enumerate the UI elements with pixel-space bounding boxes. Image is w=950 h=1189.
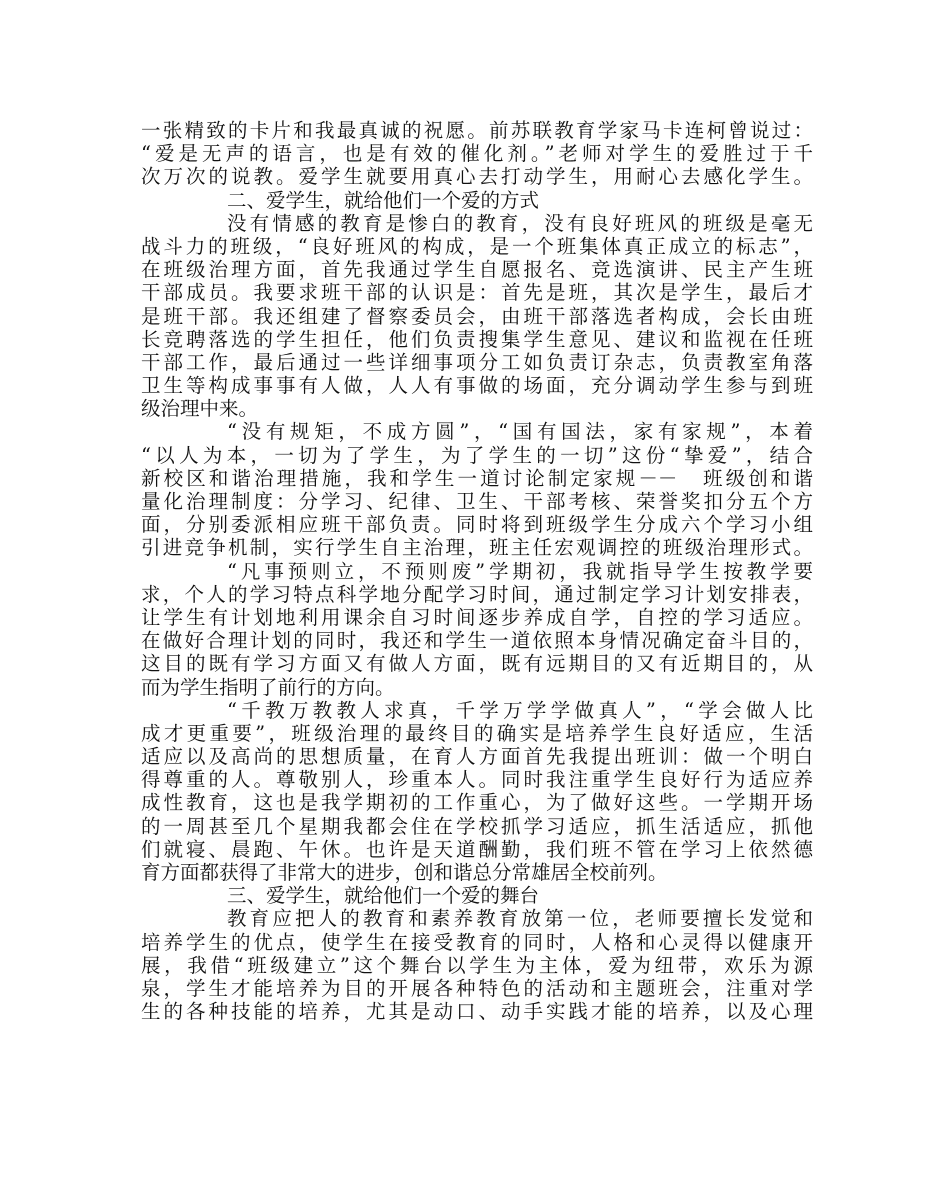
text-line: 泉，学生才能培养为目的开展各种特色的活动和主题班会，注重对学 [141,976,813,1000]
text-line: 干部工作，最后通过一些详细事项分工如负责订杂志，负责教室角落 [141,350,813,374]
text-line: 量化治理制度：分学习、纪律、卫生、干部考核、荣誉奖扣分五个方 [141,490,813,513]
text-line: 展，我借“班级建立”这个舞台以学生为主体，爱为纽带，欢乐为源 [141,953,813,977]
text-line: 引进竞争机制，实行学生自主治理，班主任宏观调控的班级治理形式。 [141,536,813,560]
text-line: 二、爱学生，就给他们一个爱的方式 [227,188,540,212]
text-line: “没有规矩，不成方圆”，“国有国法，家有家规”，本着 [227,420,813,444]
text-line: 在班级治理方面，首先我通过学生自愿报名、竞选演讲、民主产生班 [141,258,813,282]
text-line: 干部成员。我要求班干部的认识是：首先是班，其次是学生，最后才 [141,281,813,305]
text-line: 新校区和谐治理措施，我和学生一道讨论制定家规－－ 班级创和谐 [141,466,813,490]
text-line: 生的各种技能的培养，尤其是动口、动手实践才能的培养，以及心理 [141,1000,813,1024]
text-line: 成性教育，这也是我学期初的工作重心，为了做好这些。一学期开场 [141,791,813,815]
text-line: 成才更重要”，班级治理的最终目的确实是培养学生良好适应，生活 [141,721,813,745]
text-line: 适应以及高尚的思想质量，在育人方面首先我提出班训：做一个明白 [141,745,813,769]
text-line: 在做好合理计划的同时，我还和学生一道依照本身情况确定奋斗目的， [141,629,813,653]
text-line: “凡事预则立，不预则废”学期初，我就指导学生按教学要 [227,559,813,583]
text-line: 没有情感的教育是惨白的教育，没有良好班风的班级是毫无 [227,211,813,235]
text-line: 这目的既有学习方面又有做人方面，既有远期目的又有近期目的，从 [141,652,813,676]
text-line: 三、爱学生，就给他们一个爱的舞台 [227,884,540,908]
text-line: 级治理中来。 [141,397,259,421]
text-line: 是班干部。我还组建了督察委员会，由班干部落选者构成，会长由班 [141,304,813,328]
text-line: 育方面都获得了非常大的进步，创和谐总分常雄居全校前列。 [141,861,668,884]
text-line: 卫生等构成事事有人做，人人有事做的场面，充分调动学生参与到班 [141,374,813,398]
text-line: 得尊重的人。尊敬别人，珍重本人。同时我注重学生良好行为适应养 [141,768,813,792]
text-line: 们就寝、晨跑、午休。也许是天道酬勤，我们班不管在学习上依然德 [141,837,813,861]
text-line: 的一周甚至几个星期我都会住在学校抓学习适应，抓生活适应，抓他 [141,814,813,838]
document-body [141,119,813,1023]
text-line: 培养学生的优点，使学生在接受教育的同时，人格和心灵得以健康开 [141,930,813,954]
text-line: 次万次的说教。爱学生就要用真心去打动学生，用耐心去感化学生。 [141,165,813,189]
text-line: “千教万教教人求真，千学万学学做真人”，“学会做人比 [227,698,813,722]
text-line: “以人为本，一切为了学生，为了学生的一切”这份“挚爱”，结合 [141,443,813,467]
text-line: 而为学生指明了前行的方向。 [141,675,395,699]
text-line: 面，分别委派相应班干部负责。同时将到班级学生分成六个学习小组 [141,513,813,537]
text-line: 教育应把人的教育和素养教育放第一位，老师要擅长发觉和 [227,907,813,931]
text-line: 战斗力的班级，“良好班风的构成，是一个班集体真正成立的标志”， [141,234,813,258]
text-line: “爱是无声的语言，也是有效的催化剂。”老师对学生的爱胜过于千 [141,142,813,166]
text-line: 一张精致的卡片和我最真诚的祝愿。前苏联教育学家马卡连柯曾说过： [141,119,813,142]
text-line: 长竞聘落选的学生担任，他们负责搜集学生意见、建议和监视在任班 [141,327,813,351]
text-line: 求，个人的学习特点科学地分配学习时间，通过制定学习计划安排表， [141,582,813,606]
text-line: 让学生有计划地利用课余自习时间逐步养成自学，自控的学习适应。 [141,605,813,629]
